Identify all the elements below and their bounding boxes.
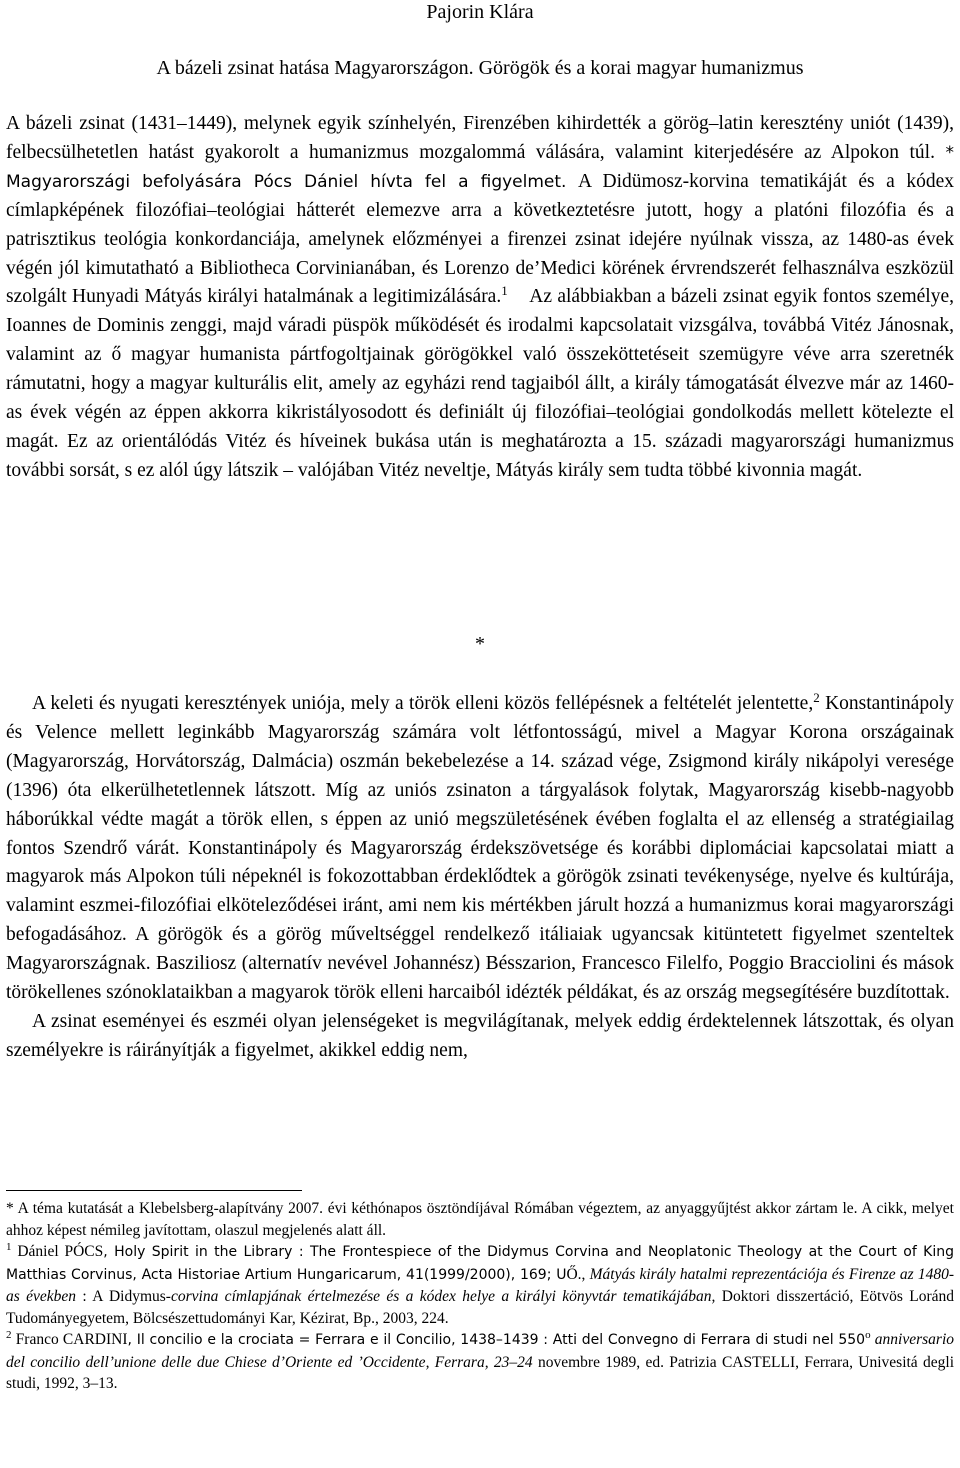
footnotes	[6, 1198, 954, 1395]
section-separator: *	[475, 633, 485, 655]
main-body	[6, 690, 954, 1066]
body-paragraph-1	[6, 690, 954, 1008]
footnote-2-editor-b: ASTELLI	[732, 1353, 796, 1371]
body-paragraph-1-part-a: A keleti és nyugati keresztények uniója, mely a török elleni közös fellépésnek a feltételét jelentette,	[32, 693, 814, 714]
footnote-1-italic-subtitle: corvina címlapjának értelmezése és a kódex helye a királyi könyvtár tematikájában,	[170, 1288, 716, 1305]
footnote-2	[6, 1329, 954, 1395]
footnote-2-mark: 2	[6, 1329, 12, 1341]
footnote-1-colon: : A Didymus-	[76, 1288, 171, 1305]
article-title: A bázeli zsinat hatása Magyarországon. Görögök és a korai magyar humanizmus	[156, 57, 804, 79]
intro-sentence-4: Az alábbiakban a bázeli zsinat egyik fontos személye, Ioannes de Dominis zenggi, majd váradi püspök működését és irodalmi kapcsolatait vizsgálva, továbbá Vitéz Jánosnak, valamint az ő magyar humanista pártfogoltjainak görögökkel való összeköttetéseit szemügyre véve arra szeretnék rámutatni, hogy a magyar kulturális elit, amely az egyházi rend tagjaiból állt, a király támogatását élvezve már az 1460-as évek végén az éppen akkorra kikristályosodott és definiált új filozófiai–teológiai gondolkodás mellett kötelezte el magát. Ez az orientálódás Vitéz és híveinek bukása után is meghatározta a 15. századi magyarországi humanizmus további sorsát, s ez alól úgy látszik – valójában Vitéz neveltje, Mátyás király sem tudta többé kivonnia magát.	[6, 286, 954, 481]
footnote-2-editor-a: novembre 1989, ed. Patrizia C	[532, 1353, 733, 1371]
footnote-ref-1[interactable]: 1	[501, 283, 508, 299]
footnote-2-italic: anniversario del concilio dell’unione delle due Chiese d’Oriente ed ’Occidente, Ferrara, 23–24	[6, 1331, 955, 1371]
body-paragraph-1-part-b: Konstantinápoly és Velence mellett leginkább Magyarország számára volt létfontosságú, mivel a Magyar Korona országainak (Magyarország, Horvátország, Dalmácia) oszmán bekebelezése a 14. század vége, Zsigmond király nikápolyi veresége (1396) óta elkerülhetetlennek látszott. Míg az uniós zsinaton a tárgyalások folytak, Magyarország kisebb-nagyobb háborúkkal védte magát a török ellen, s éppen az unió megszületésének évében foglalta el az ellenség a stratégiailag fontos Szendrő várát. Konstantinápoly és Magyarország érdekszövetsége és korábbi diplomáciai kapcsolatai miatt a magyarok más Alpokon túli népeknél is fokozottabban érdeklődtek a görögök zsinati tevékenysége, nyelve és kultúrája, valamint eszmei-filozófiai elköteleződései iránt, ami nem kis mértékben járult hozzá a humanizmus korai magyarországi befogadásához. A görögök és a görög műveltséggel rendelkező itáliaiak ugyancsak kitüntetett figyelmet szenteltek Magyarországnak. Basziliosz (alternatív nevével Johannész) Bésszarion, Francesco Filelfo, Poggio Bracciolini és mások törökellenes szónoklataikban a magyarok török elleni harcaiból idézték példákat, és az ország megsegítésére buzdítottak.	[6, 693, 954, 1004]
footnote-1-dot: .,	[577, 1265, 590, 1283]
intro-paragraph	[6, 110, 954, 486]
footnote-2-ordinal: o	[865, 1329, 871, 1341]
footnote-1-italic-title: Mátyás király hatalmi reprezentációja és Firenze az 1480-as években	[6, 1265, 954, 1305]
footnote-1-uo: Ő	[566, 1265, 578, 1283]
footnote-ref-2[interactable]: 2	[813, 690, 820, 705]
intro-sentence-2: * Magyarországi befolyására Pócs Dániel hívta fel a figyelmet.	[6, 142, 955, 192]
footnote-1-mark: 1	[6, 1241, 12, 1253]
footnote-2-author-a: Franco C	[11, 1331, 74, 1348]
body-paragraph-2: A zsinat eseményei és eszméi olyan jelenségeket is megvilágítanak, melyek eddig érdektelennek látszottak, és olyan személyekre is ráirányítják a figyelmet, akikkel eddig nem,	[6, 1010, 954, 1061]
footnote-divider	[6, 1190, 302, 1191]
intro-sentence-1: A bázeli zsinat (1431–1449), melynek egyik színhelyén, Firenzében kihirdették a görög–latin keresztény uniót (1439), felbecsülhetetlen hatást gyakorolt a humanizmus mozgalommá válására, valamint kiterjedésére az Alpokon túl.	[6, 113, 954, 163]
footnote-star: * A téma kutatását a Klebelsberg-alapítvány 2007. évi kéthónapos ösztöndíjával Rómában végeztem, az anyaggyűjtést akkor zártam le. A cikk, melyet ahhoz képest némileg javítottam, olaszul megjelenés alatt áll.	[6, 1200, 954, 1239]
author-name: Pajorin Klára	[426, 1, 534, 23]
footnote-2-author-b: ARDINI	[73, 1331, 128, 1348]
intro-sentence-3: A Didümosz-korvina tematikáját és a kódex címlapképének filozófiai–teológiai hátterét elemezve arra a következtetésre jutott, hogy a platóni filozófia és a patrisztikus teológia konkordanciája, amelynek előzményei a firenzei zsinat idejére nyúlnak vissza, az 1480-as évek végén jól kimutatható a Bibliotheca Corvinianában, és Lorenzo de’Medici körének érvrendszerét felhasználva eszközül szolgált Hunyadi Mátyás királyi hatalmának a legitimizálására.	[6, 170, 954, 308]
footnote-1-rest: Doktori disszertáció, Eötvös Loránd Tudományegyetem, Bölcsészettudományi Kar, Kézirat, Bp., 2003, 224.	[6, 1288, 954, 1327]
footnote-1	[6, 1241, 954, 1329]
footnote-1-author-a: Dániel P	[17, 1243, 74, 1260]
footnote-2-rest: , Ferrara, Univesitá degli studi, 1992, 3–13.	[6, 1353, 955, 1392]
footnote-1-title: , Holy Spirit in the Library : The Frontespiece of the Didymus Corvina and Neoplatonic Theology at the Court of King Matthias Corvinus, Acta Historiae Artium Hungaricarum, 41(1999/2000), 169; U	[6, 1244, 954, 1283]
footnote-1-author-b: ÓCS	[73, 1243, 104, 1260]
footnote-2-title: , Il concilio e la crociata = Ferrara e il Concilio, 1438–1439 : Atti del Convegno di Ferrara di studi nel 550	[127, 1332, 866, 1348]
